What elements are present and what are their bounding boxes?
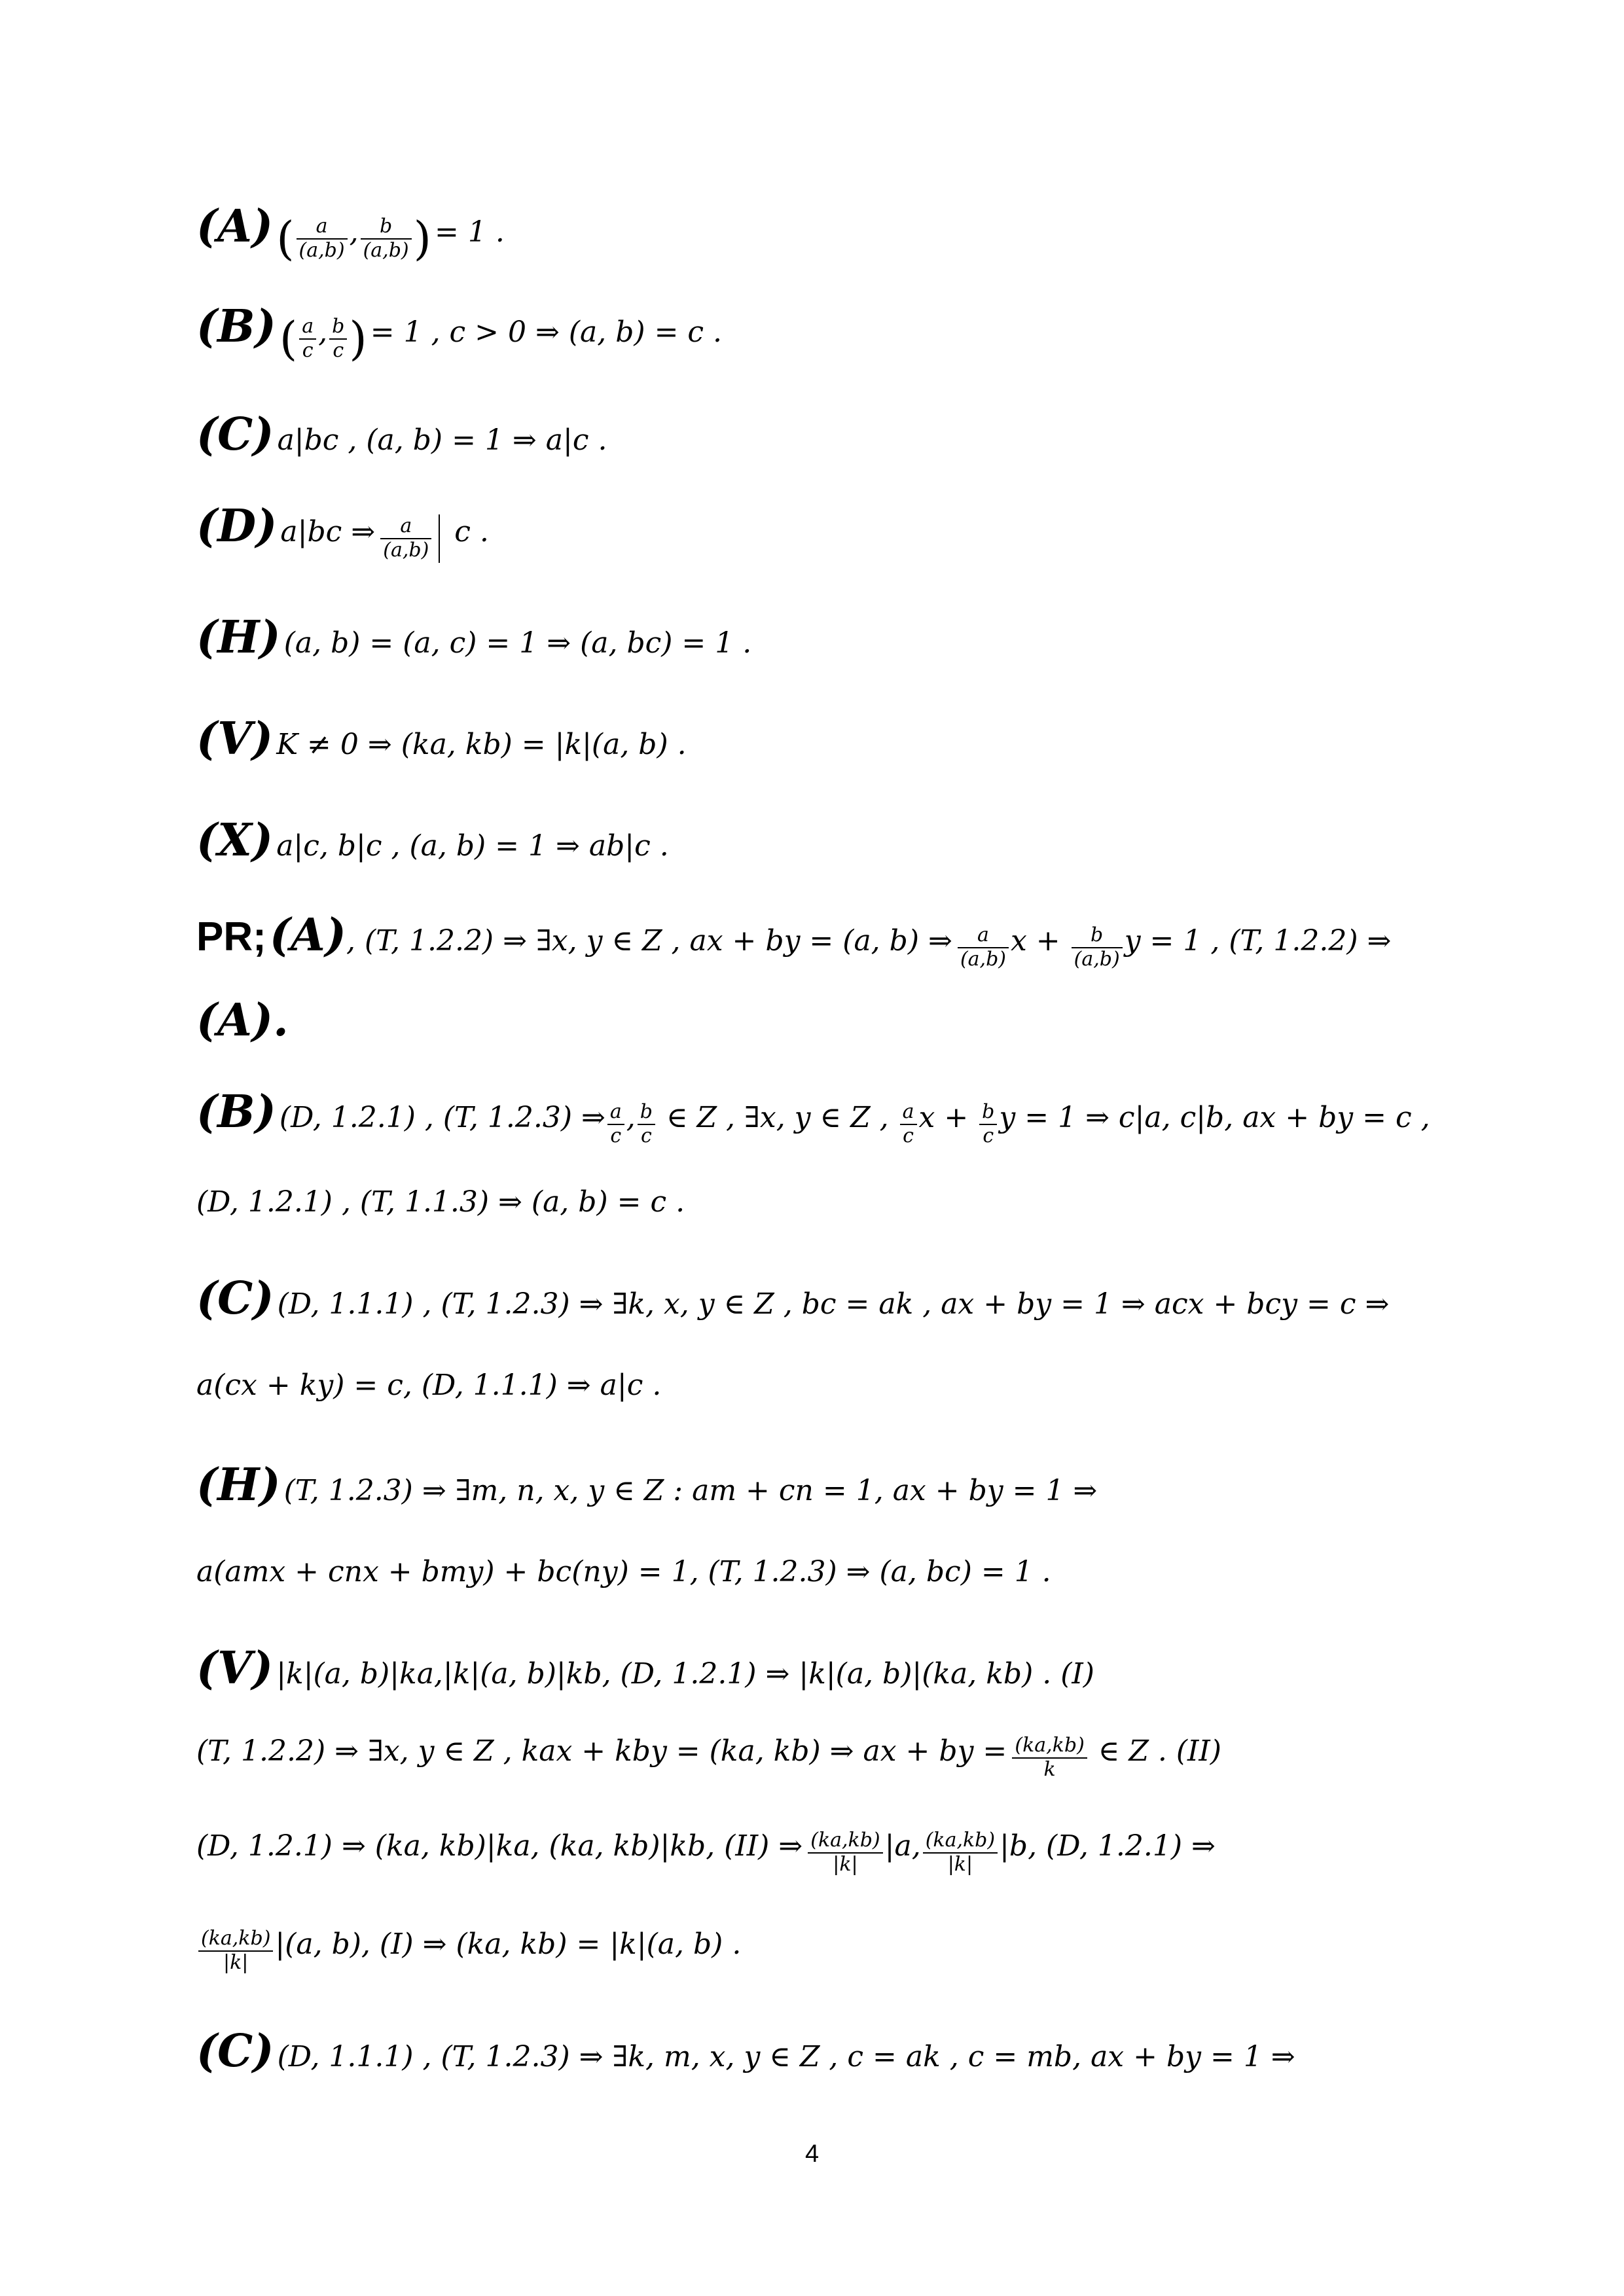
statement-a-label: (A)	[196, 200, 274, 253]
proof-a-label: (A)	[269, 909, 346, 961]
fraction: $\frac{b}{c}$	[329, 315, 347, 362]
proof-h-line1: (H) (T, 1.2.3) ⇒ ∃m, n, x, y ∈ Z : am + cn = 1, ax + by = 1 ⇒	[196, 1459, 1098, 1511]
statement-v-label: (V)	[196, 713, 274, 765]
statement-c	[196, 408, 607, 461]
proof-c2-line1: (C) (D, 1.1.1) , (T, 1.2.3) ⇒ ∃k, m, x, y ∈ Z , c = ak , c = mb, ax + by = 1 ⇒	[196, 2025, 1295, 2077]
proof-b-line2: (D, 1.2.1) , (T, 1.1.3) ⇒ (a, b) = c .	[196, 1185, 685, 1219]
proof-a-conclusion: (A).	[196, 994, 289, 1047]
statement-b: (B) ( $\frac{a}{c}$ , $\frac{b}{c}$ ) = 1 , c > 0 ⇒ (a, b) = c .	[196, 300, 723, 366]
proof-b-line1: (B) (D, 1.2.1) , (T, 1.2.3) ⇒ $\frac{a}{c}$ , $\frac{b}{c}$ ∈ Z , ∃x, y ∈ Z , $\frac{a}{c}$ x + $\frac{b}{c}$ y = 1 ⇒ c|a, c|b, ax + by = c ,	[196, 1086, 1430, 1147]
proof-a-line1: PR; (A), (T, 1.2.2) ⇒ ∃x, y ∈ Z , ax + by = (a, b) ⇒ $\frac{a}{(a,b)}$ x + $\frac{b}{(a,b)}$ y = 1 , (T, 1.2.2) ⇒	[196, 909, 1392, 971]
statement-h	[196, 611, 752, 664]
statement-x-text: a|c, b|c , (a, b) = 1 ⇒ ab|c .	[276, 829, 669, 863]
statement-d-pre: a|bc ⇒	[280, 515, 376, 548]
statement-c-label: (C)	[196, 408, 274, 461]
fraction: $\frac{(ka,kb)}{|k|}$	[198, 1928, 273, 1974]
proof-c2-label: (C)	[196, 2025, 274, 2077]
statement-d	[196, 500, 489, 563]
proof-a-line2	[196, 994, 289, 1047]
paren-close: )	[413, 211, 431, 266]
statement-c-text: a|bc , (a, b) = 1 ⇒ a|c .	[277, 423, 607, 457]
statement-b-rest: = 1 , c > 0 ⇒ (a, b) = c .	[370, 315, 723, 349]
proof-c-line2: a(cx + ky) = c, (D, 1.1.1) ⇒ a|c .	[196, 1369, 662, 1402]
proof-h-line2: a(amx + cnx + bmy) + bc(ny) = 1, (T, 1.2.3) ⇒ (a, bc) = 1 .	[196, 1555, 1051, 1588]
fraction: $\frac{(ka,kb)}{|k|}$	[923, 1829, 998, 1876]
statement-d-post: c .	[445, 515, 489, 548]
proof-v-line4: $\frac{(ka,kb)}{|k|}$ |(a, b), (I) ⇒ (ka, kb) = |k|(a, b) .	[196, 1928, 741, 1974]
proof-v-line1: (V) |k|(a, b)|ka,|k|(a, b)|kb, (D, 1.2.1) ⇒ |k|(a, b)|(ka, kb) . (I)	[196, 1642, 1094, 1695]
fraction: $\frac{a}{(a,b)}$	[297, 215, 348, 262]
paren-open: (	[276, 211, 295, 266]
proof-v-label: (V)	[196, 1642, 274, 1695]
proof-b-label: (B)	[196, 1086, 276, 1138]
statement-v	[196, 713, 687, 765]
fraction: $\frac{b}{(a,b)}$	[361, 215, 412, 262]
proof-v-line2: (T, 1.2.2) ⇒ ∃x, y ∈ Z , kax + kby = (ka, kb) ⇒ ax + by = $\frac{(ka,kb)}{k}$ ∈ Z . (II)	[196, 1734, 1221, 1781]
statement-x-label: (X)	[196, 814, 274, 867]
fraction: $\frac{b}{(a,b)}$	[1072, 924, 1123, 971]
divides-bar	[439, 514, 440, 563]
statement-a-rest: = 1 .	[435, 215, 505, 249]
fraction: $\frac{a}{c}$	[299, 315, 316, 362]
fraction: $\frac{a}{(a,b)}$	[380, 515, 431, 562]
proof-v-line3: (D, 1.2.1) ⇒ (ka, kb)|ka, (ka, kb)|kb, (II) ⇒ $\frac{(ka,kb)}{|k|}$ |a, $\frac{(ka,kb)}{|k|}$ |b, (D, 1.2.1) ⇒	[196, 1829, 1216, 1876]
page-number: 4	[805, 2140, 820, 2168]
proof-prefix: PR;	[196, 914, 266, 960]
fraction: $\frac{a}{c}$	[900, 1101, 917, 1147]
proof-h-label: (H)	[196, 1459, 281, 1511]
statement-h-text: (a, b) = (a, c) = 1 ⇒ (a, bc) = 1 .	[283, 626, 752, 660]
fraction: $\frac{b}{c}$	[638, 1101, 655, 1147]
fraction: $\frac{(ka,kb)}{k}$	[1012, 1734, 1087, 1781]
statement-d-label: (D)	[196, 500, 278, 552]
statement-x	[196, 814, 669, 867]
fraction: $\frac{a}{c}$	[607, 1101, 624, 1147]
proof-c-label: (C)	[196, 1272, 274, 1325]
fraction: $\frac{b}{c}$	[979, 1101, 997, 1147]
statement-b-label: (B)	[196, 300, 276, 353]
fraction: $\frac{(ka,kb)}{|k|}$	[808, 1829, 882, 1876]
statement-a: (A) ( $\frac{a}{(a,b)}$ , $\frac{b}{(a,b)}$ ) = 1 .	[196, 200, 505, 266]
statement-h-label: (H)	[196, 611, 281, 664]
statement-v-text: K ≠ 0 ⇒ (ka, kb) = |k|(a, b) .	[276, 728, 687, 761]
proof-c-line1: (C) (D, 1.1.1) , (T, 1.2.3) ⇒ ∃k, x, y ∈ Z , bc = ak , ax + by = 1 ⇒ acx + bcy = c ⇒	[196, 1272, 1390, 1325]
fraction: $\frac{a}{(a,b)}$	[958, 924, 1009, 971]
